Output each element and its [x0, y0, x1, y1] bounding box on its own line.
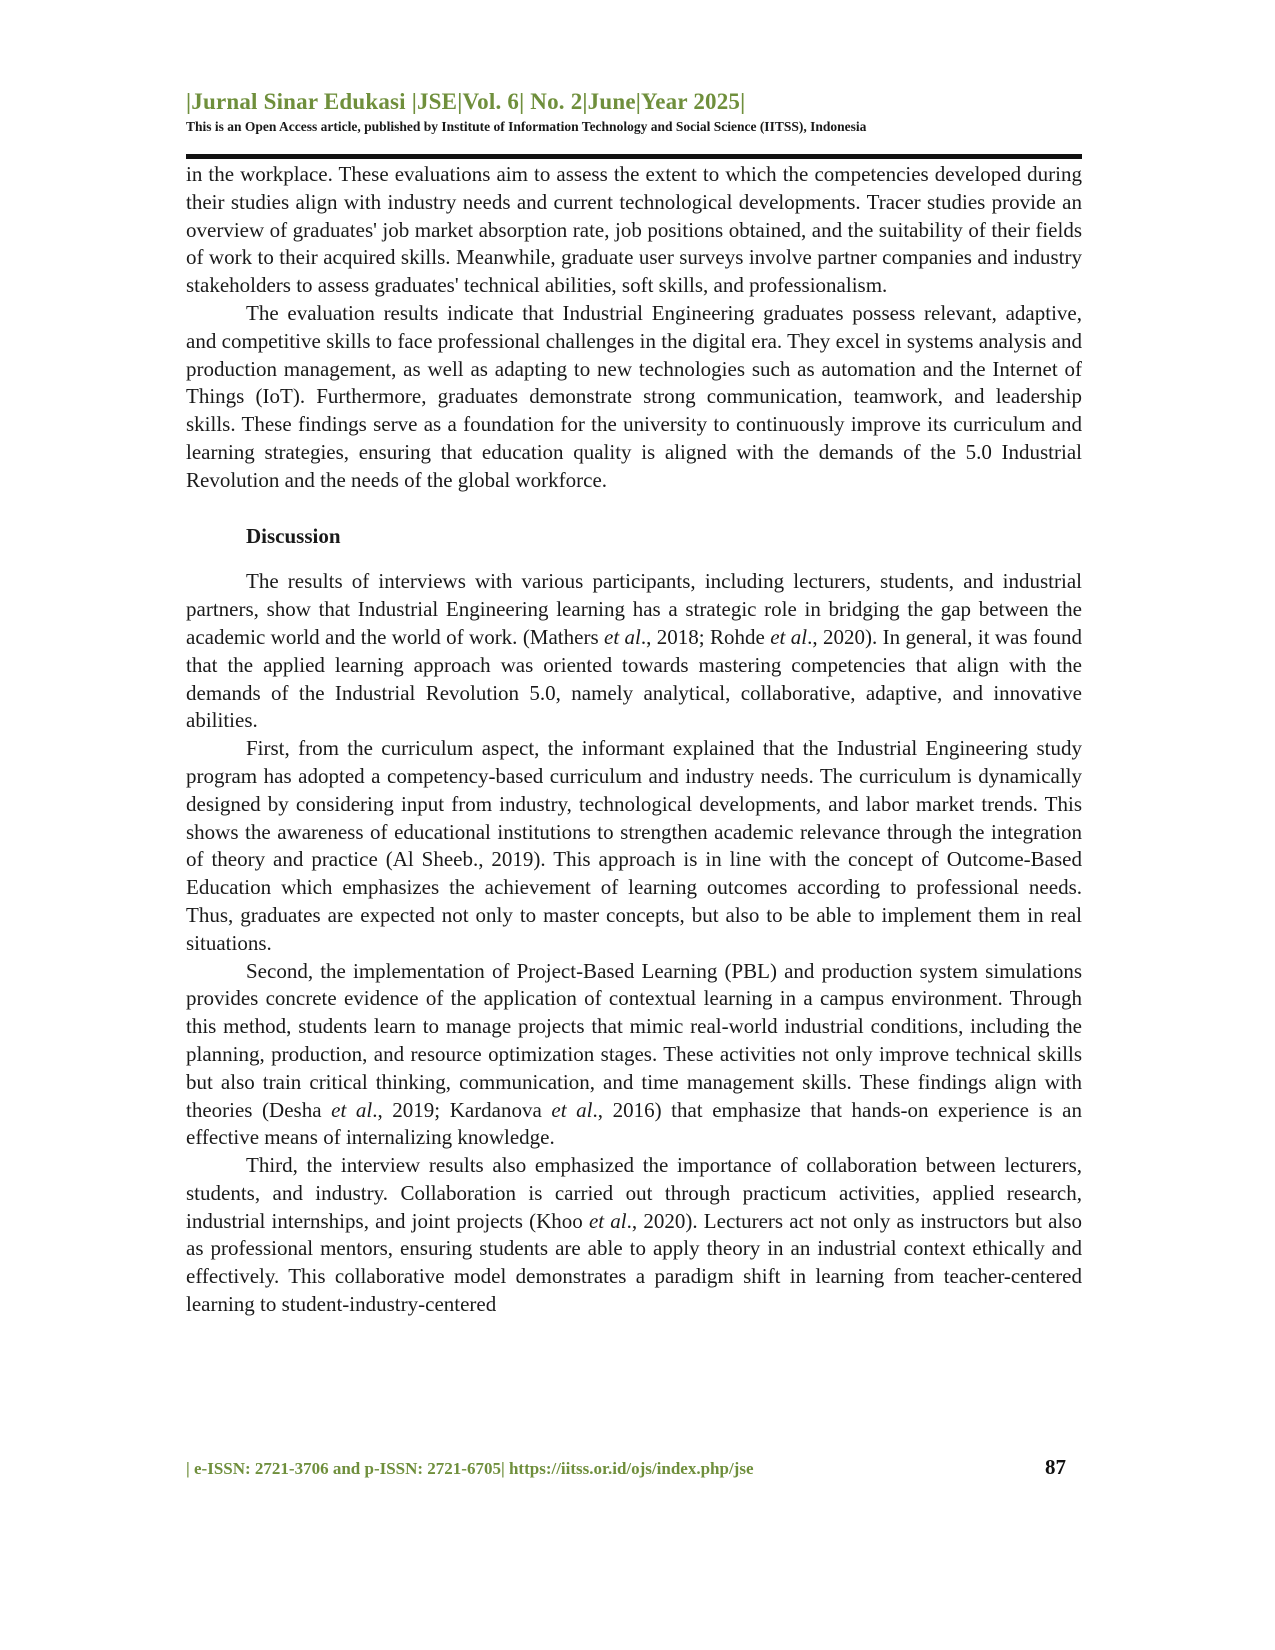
- text-run: ., 2016) that emphasize that hands-on experience is an effective means of internalizing knowledge.: [186, 1097, 1082, 1150]
- journal-subtitle: This is an Open Access article, published by Institute of Information Technology and Social Science (IITSS), Indonesia: [186, 119, 867, 134]
- paragraph-4: First, from the curriculum aspect, the informant explained that the Industrial Engineering study program has adopted a competency-based curriculum and industry needs. The curriculum is dynamically designed by considering input from industry, technological developments, and labor market trends. This shows the awareness of educational institutions to strengthen academic relevance through the integration of theory and practice (Al Sheeb., 2019). This approach is in line with the concept of Outcome-Based Education which emphasizes the achievement of learning outcomes according to professional needs. Thus, graduates are expected not only to master concepts, but also to be able to implement them in real situations.: [186, 736, 1082, 955]
- spacer: [186, 550, 1082, 568]
- citation-etal: et al: [604, 624, 641, 649]
- page-footer: [186, 1455, 1066, 1480]
- text-run: ., 2018; Rohde: [640, 624, 771, 649]
- text-run: ., 2019; Kardanova: [372, 1097, 552, 1122]
- paragraph-2: The evaluation results indicate that Industrial Engineering graduates possess relevant, adaptive, and competitive skills to face professional challenges in the digital era. They excel in systems analysis and production management, as well as adapting to new technologies such as automation and the Internet of Things (IoT). Furthermore, graduates demonstrate strong communication, teamwork, and leadership skills. These findings serve as a foundation for the university to continuously improve its curriculum and learning strategies, ensuring that education quality is aligned with the demands of the 5.0 Industrial Revolution and the needs of the global workforce.: [186, 300, 1082, 492]
- text-run: Second, the implementation of Project-Based Learning (PBL) and production system simulations provides concrete evidence of the application of contextual learning in a campus environment. Through this method, students learn to manage projects that mimic real-world industrial conditions, including the planning, production, and resource optimization stages. These activities not only improve technical skills but also train critical thinking, communication, and time management skills. These findings align with theories (Desha: [186, 958, 1082, 1122]
- page-header: [186, 88, 1086, 136]
- article-body: [186, 161, 1082, 1319]
- text-run: ., 2020). In general, it was found that the applied learning approach was oriented towards mastering competencies that align with the demands of the Industrial Revolution 5.0, namely analytical, collaborative, adaptive, and innovative abilities.: [186, 624, 1082, 733]
- page-number: 87: [1045, 1455, 1066, 1479]
- paragraph-3: [186, 568, 1082, 735]
- spacer: [186, 495, 1082, 523]
- paragraph-5: [186, 958, 1082, 1153]
- text-run: The results of interviews with various participants, including lecturers, students, and industrial partners, show that Industrial Engineering learning has a strategic role in bridging the gap between the academic world and the world of work. (Mathers: [186, 569, 1082, 649]
- citation-etal: et al: [551, 1097, 593, 1122]
- citation-etal: et al: [588, 1208, 627, 1233]
- text-run: ., 2020). Lecturers act not only as instructors but also as professional mentors, ensuring students are able to apply theory in an industrial context ethically and effectively. This collaborative model demonstrates a paradigm shift in learning from teacher-centered learning to student-industry-centered: [186, 1208, 1082, 1317]
- paragraph-6: [186, 1152, 1082, 1319]
- footer-issn-link[interactable]: | e-ISSN: 2721-3706 and p-ISSN: 2721-6705| https://iitss.or.id/ojs/index.php/jse: [186, 1459, 754, 1478]
- citation-etal: et al: [331, 1097, 373, 1122]
- paragraph-1: in the workplace. These evaluations aim to assess the extent to which the competencies developed during their studies align with industry needs and current technological developments. Tracer studies provide an overview of graduates' job market absorption rate, job positions obtained, and the suitability of their fields of work to their acquired skills. Meanwhile, graduate user surveys involve partner companies and industry stakeholders to assess graduates' technical abilities, soft skills, and professionalism.: [186, 162, 1082, 298]
- journal-title: |Jurnal Sinar Edukasi |JSE|Vol. 6| No. 2|June|Year 2025|: [186, 89, 746, 114]
- header-rule: [186, 154, 1082, 159]
- citation-etal: et al: [770, 624, 808, 649]
- text-run: Third, the interview results also emphasized the importance of collaboration between lecturers, students, and industry. Collaboration is carried out through practicum activities, applied research, industrial internships, and joint projects (Khoo: [186, 1153, 1082, 1233]
- section-heading-discussion: Discussion: [246, 523, 341, 548]
